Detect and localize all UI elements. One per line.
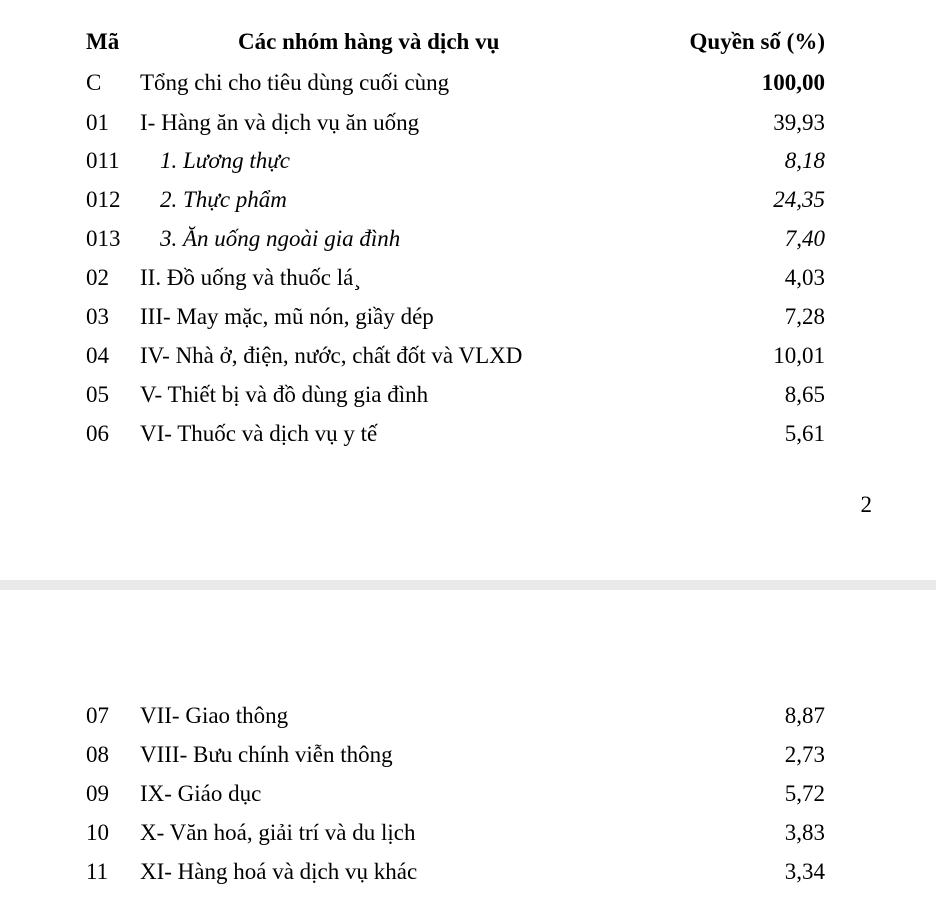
row-value: 39,93 xyxy=(773,110,825,135)
header-code: Mã xyxy=(86,29,120,54)
table-row xyxy=(0,380,936,410)
row-value: 8,87 xyxy=(784,703,825,728)
row-value: 24,35 xyxy=(773,187,825,212)
row-code: 012 xyxy=(86,187,121,212)
table-row xyxy=(0,68,936,98)
row-value: 100,00 xyxy=(761,70,825,95)
row-label: IV- Nhà ở, điện, nước, chất đốt và VLXD xyxy=(140,343,523,368)
row-label: 2. Thực phẩm xyxy=(160,187,287,212)
table-header xyxy=(0,27,936,57)
page-separator xyxy=(0,580,936,590)
row-value: 7,28 xyxy=(784,304,825,329)
row-label: III- May mặc, mũ nón, giầy dép xyxy=(140,304,434,329)
row-code: 11 xyxy=(86,859,109,884)
row-label: V- Thiết bị và đồ dùng gia đình xyxy=(140,382,429,407)
row-code: 03 xyxy=(86,304,109,329)
document-page-2 xyxy=(0,590,936,904)
row-value: 8,65 xyxy=(784,382,825,407)
row-code: 08 xyxy=(86,742,109,767)
table-row xyxy=(0,263,936,293)
row-value: 3,34 xyxy=(784,859,825,884)
table-row xyxy=(0,779,936,809)
row-value: 2,73 xyxy=(784,742,825,767)
row-label: IX- Giáo dục xyxy=(140,781,262,806)
row-code: 01 xyxy=(86,110,109,135)
row-label: Tổng chi cho tiêu dùng cuối cùng xyxy=(140,70,450,95)
row-label: II. Đồ uống và thuốc lá¸ xyxy=(140,265,361,290)
row-code: 07 xyxy=(86,703,109,728)
row-value: 10,01 xyxy=(773,343,825,368)
row-value: 5,61 xyxy=(784,421,825,446)
table-row xyxy=(0,302,936,332)
row-value: 4,03 xyxy=(784,265,825,290)
row-code: 09 xyxy=(86,781,109,806)
row-code: C xyxy=(86,70,102,95)
table-row xyxy=(0,185,936,215)
row-code: 10 xyxy=(86,820,109,845)
row-label: 1. Lương thực xyxy=(160,148,291,173)
row-label: XI- Hàng hoá và dịch vụ khác xyxy=(140,859,418,884)
header-group: Các nhóm hàng và dịch vụ xyxy=(238,29,500,54)
row-code: 013 xyxy=(86,226,121,251)
row-value: 7,40 xyxy=(784,226,825,251)
row-value: 5,72 xyxy=(784,781,825,806)
header-weight: Quyền số (%) xyxy=(689,29,825,54)
row-label: VII- Giao thông xyxy=(140,703,289,728)
table-row xyxy=(0,740,936,770)
row-code: 05 xyxy=(86,382,109,407)
row-label: I- Hàng ăn và dịch vụ ăn uống xyxy=(140,110,420,135)
table-row xyxy=(0,701,936,731)
row-label: VI- Thuốc và dịch vụ y tế xyxy=(140,421,378,446)
row-code: 06 xyxy=(86,421,109,446)
row-code: 04 xyxy=(86,343,109,368)
row-value: 3,83 xyxy=(784,820,825,845)
table-row xyxy=(0,341,936,371)
table-row xyxy=(0,108,936,138)
row-label: 3. Ăn uống ngoài gia đình xyxy=(160,226,401,251)
row-code: 011 xyxy=(86,148,120,173)
row-value: 8,18 xyxy=(784,148,825,173)
table-row xyxy=(0,146,936,176)
table-row xyxy=(0,224,936,254)
row-label: VIII- Bưu chính viễn thông xyxy=(140,742,393,767)
page-number: 2 xyxy=(860,492,872,517)
row-label: X- Văn hoá, giải trí và du lịch xyxy=(140,820,416,845)
table-row xyxy=(0,818,936,848)
table-row xyxy=(0,857,936,887)
row-code: 02 xyxy=(86,265,109,290)
table-row xyxy=(0,419,936,449)
